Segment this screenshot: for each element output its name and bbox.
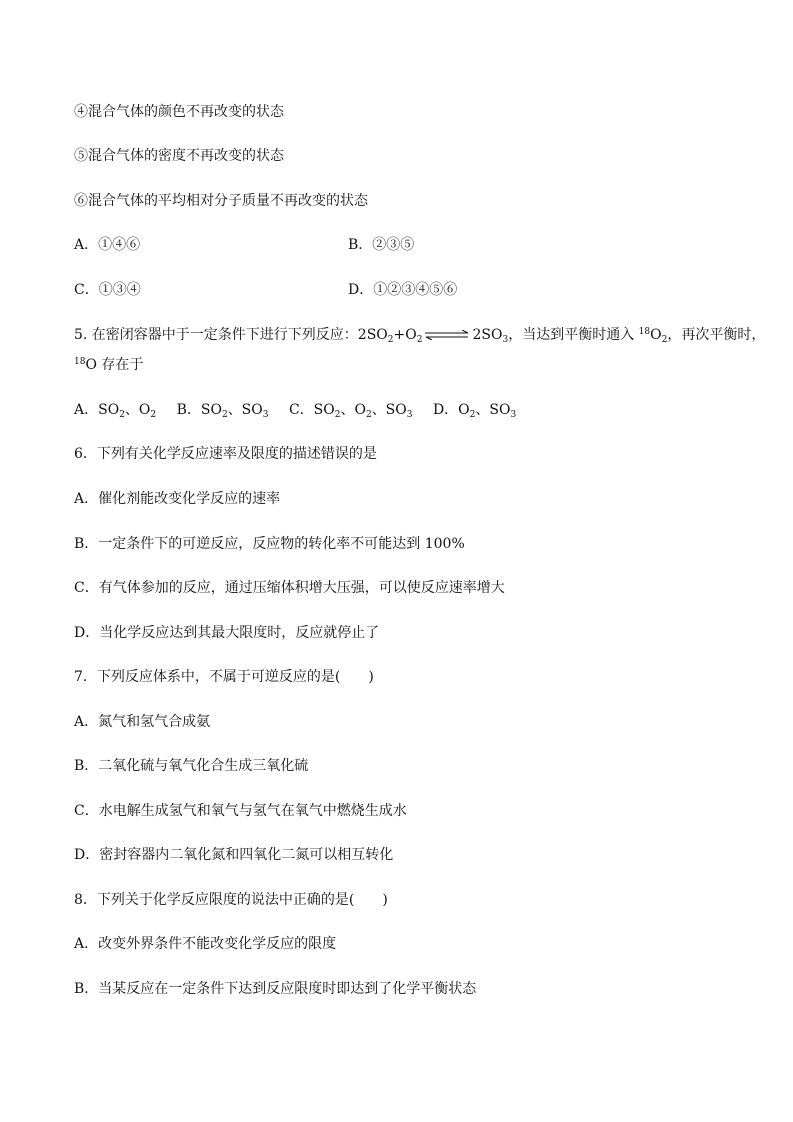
q5-option-c: C．$SO_2$、$O_2$、$SO_3$ bbox=[288, 402, 413, 420]
q5-sub: 3 bbox=[502, 335, 509, 345]
q6-option-d: D．当化学反应达到其最大限度时，反应就停止了 bbox=[74, 625, 380, 641]
q7-stem: 7．下列反应体系中，不属于可逆反应的是( ) bbox=[74, 669, 374, 685]
q8-stem: 8．下列关于化学反应限度的说法中正确的是( ) bbox=[74, 892, 388, 908]
q4-item5: ⑤混合气体的密度不再改变的状态 bbox=[74, 148, 284, 164]
q5-stem bbox=[74, 326, 765, 344]
q5-sub: 2 bbox=[416, 335, 423, 345]
q4-option-a: A．①④⑥ bbox=[74, 237, 141, 253]
q5-stem-line2 bbox=[74, 356, 143, 374]
q5-stem-prefix: 5. 在密闭容器中于一定条件下进行下列反应：2SO bbox=[74, 327, 388, 343]
equilibrium-arrow-icon bbox=[424, 330, 470, 340]
q8-option-b: B．当某反应在一定条件下达到反应限度时即达到了化学平衡状态 bbox=[74, 981, 477, 997]
q6-option-c: C．有气体参加的反应，通过压缩体积增大压强，可以使反应速率增大 bbox=[74, 580, 505, 596]
q6-option-b: B．一定条件下的可逆反应，反应物的转化率不可能达到 100% bbox=[74, 536, 465, 552]
q4-item4: ④混合气体的颜色不再改变的状态 bbox=[74, 104, 284, 120]
q7-option-a: A．氮气和氢气合成氨 bbox=[74, 714, 211, 730]
q5-plus-o: +O bbox=[393, 327, 417, 343]
q5-sup: 18 bbox=[638, 327, 651, 337]
q5-sub: 2 bbox=[387, 335, 394, 345]
q5-option-a: A．$SO_2$、$O_2$ bbox=[74, 402, 157, 420]
q5-stem-mid: ，当达到平衡时通入 bbox=[508, 327, 639, 343]
q5-product: 2SO bbox=[472, 327, 503, 343]
q4-option-b: B．②③⑤ bbox=[348, 237, 415, 253]
q6-stem: 6．下列有关化学反应速率及限度的描述错误的是 bbox=[74, 446, 377, 462]
q5-o2: O bbox=[650, 327, 662, 343]
q4-option-d: D．①②③④⑤⑥ bbox=[348, 282, 458, 298]
q7-option-b: B．二氧化硫与氧气化合生成三氧化硫 bbox=[74, 758, 309, 774]
q5-line2-text: O 存在于 bbox=[85, 357, 144, 373]
q5-stem-end: ，再次平衡时， bbox=[667, 327, 766, 343]
q8-option-a: A．改变外界条件不能改变化学反应的限度 bbox=[74, 936, 337, 952]
q6-option-a: A．催化剂能改变化学反应的速率 bbox=[74, 491, 281, 507]
q7-option-c: C．水电解生成氢气和氧气与氢气在氧气中燃烧生成水 bbox=[74, 803, 407, 819]
q4-item6: ⑥混合气体的平均相对分子质量不再改变的状态 bbox=[74, 193, 368, 209]
q5-sub: 2 bbox=[661, 335, 668, 345]
q5-option-b: B．$SO_2$、$SO_3$ bbox=[176, 402, 269, 420]
q7-option-d: D．密封容器内二氧化氮和四氧化二氮可以相互转化 bbox=[74, 847, 394, 863]
q4-option-c: C．①③④ bbox=[74, 282, 141, 298]
q5-option-d: D．$O_2$、$SO_3$ bbox=[432, 402, 517, 420]
q5-options bbox=[74, 401, 516, 419]
q5-sup: 18 bbox=[74, 357, 86, 367]
